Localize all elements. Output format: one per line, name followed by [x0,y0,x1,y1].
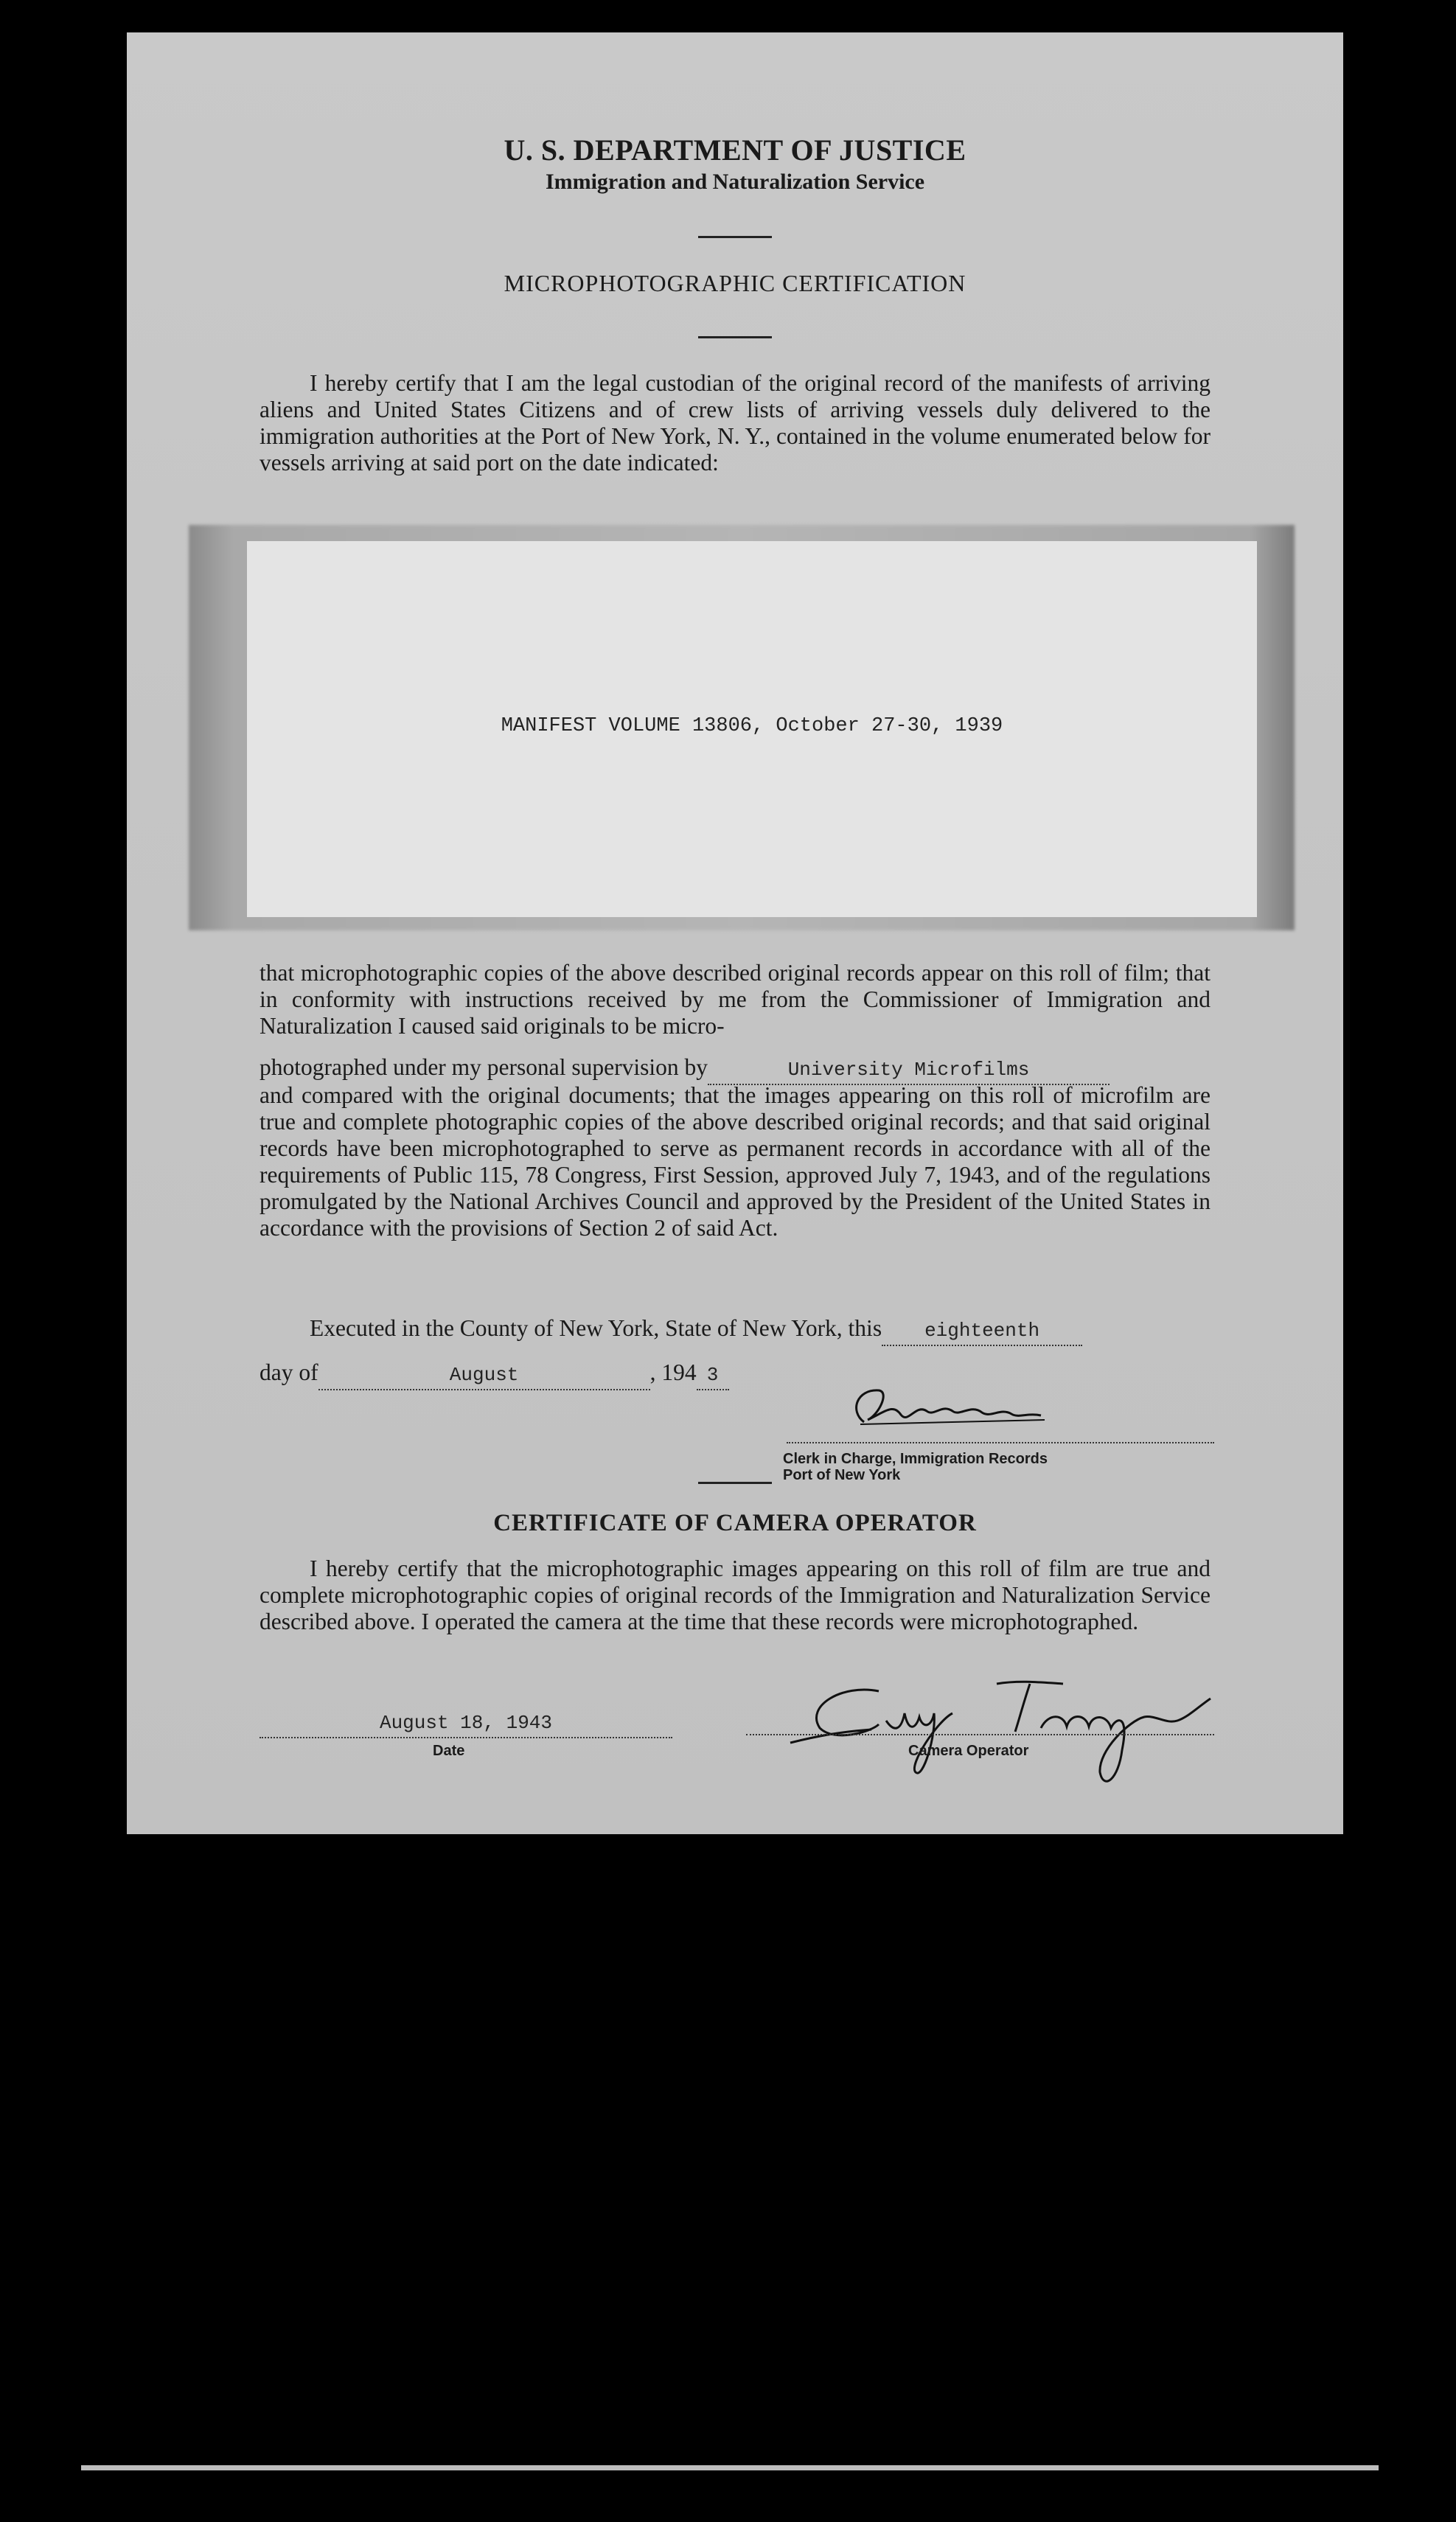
service-subtitle: Immigration and Naturalization Service [545,170,925,194]
camera-operator-label: Camera Operator [908,1743,1029,1759]
film-edge-rule [81,2465,1379,2470]
executed-year-value: 3 [697,1364,729,1390]
clerk-signature-line [787,1442,1214,1443]
certificate-page [127,32,1343,1834]
operator-signature-line [746,1734,1214,1735]
date-label: Date [433,1743,465,1759]
day-of-label: day of [259,1359,318,1385]
clerk-signature [835,1382,1048,1441]
day-of-line [259,1359,729,1390]
intro-paragraph [259,370,1211,476]
camera-paragraph [259,1556,1211,1635]
executed-month-value: August [318,1364,650,1390]
clerk-title [783,1451,1048,1483]
body-text-part1: that microphotographic copies of the above described original records appear on this roll of film; that in conformity with instructions received by me from the Commissioner of Immigration and Naturalization I caused said originals to be micro- [259,960,1211,1039]
year-prefix: , 194 [649,1359,697,1385]
intro-text: I hereby certify that I am the legal custodian of the original record of the manifests of arriving aliens and United States Citizens and of crew lists of arriving vessels duly delivered to the immigration authorities at the Port of New York, N. Y., contained in the volume enumerated below for vessels arriving at said port on the date indicated: [259,370,1211,476]
executed-day-value: eighteenth [882,1320,1082,1346]
body-paragraph-2 [259,1082,1211,1241]
date-line [259,1707,672,1738]
camera-divider [698,1482,772,1484]
camera-certificate-title: CERTIFICATE OF CAMERA OPERATOR [493,1510,977,1536]
camera-text: I hereby certify that the microphotographic images appearing on this roll of film are true and complete microphotographic copies of original records of the Immigration and Naturalization Service described above. I operated the camera at the time that these records were microphotographed. [259,1556,1211,1634]
certification-heading: MICROPHOTOGRAPHIC CERTIFICATION [504,270,966,296]
executed-line [310,1315,1082,1346]
supervision-value: University Microfilms [708,1059,1110,1085]
executed-prefix: Executed in the County of New York, State of New York, this [310,1315,882,1341]
header-divider [698,236,772,238]
camera-operator-signature [776,1662,1218,1794]
camera-date-value: August 18, 1943 [259,1712,672,1738]
clerk-title-line1: Clerk in Charge, Immigration Records [783,1451,1048,1467]
manifest-card [247,541,1257,917]
body-text-part2: and compared with the original documents; that the images appearing on this roll of microfilm are true and complete photographic copies of the above described original records; and that said original records have been microphotographed to serve as permanent records in accordance with all of the requirements of Public 115, 78 Congress, First Session, approved July 7, 1943, and of the regulations promulgated by the National Archives Council and approved by the President of the United States in accordance with the provisions of Section 2 of said Act. [259,1082,1211,1241]
department-title: U. S. DEPARTMENT OF JUSTICE [504,133,966,167]
supervision-line [259,1054,1211,1085]
heading-divider [698,336,772,338]
clerk-title-line2: Port of New York [783,1467,901,1483]
manifest-volume-text: MANIFEST VOLUME 13806, October 27-30, 1939 [501,715,1003,737]
supervision-prefix: photographed under my personal supervision by [259,1054,708,1080]
body-paragraph-1 [259,960,1211,1039]
